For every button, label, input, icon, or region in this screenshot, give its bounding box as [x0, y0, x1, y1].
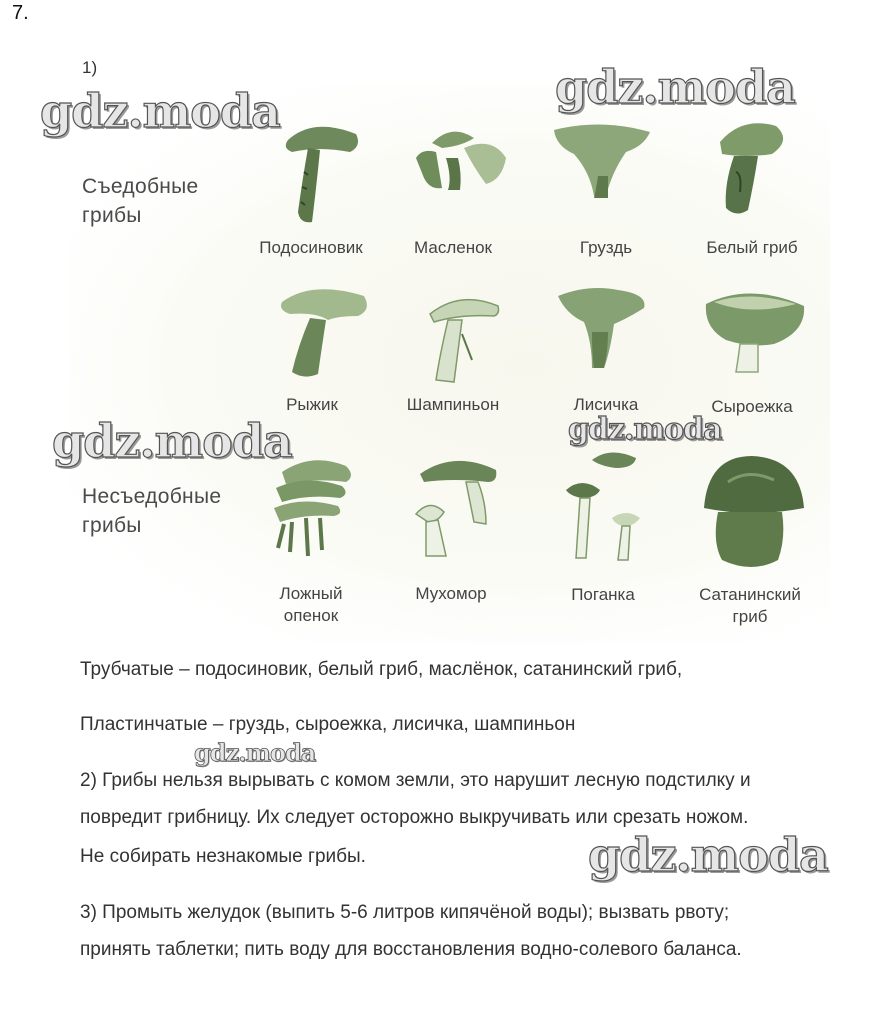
mushroom-label: Белый гриб: [706, 238, 798, 257]
maslenok-image: [402, 118, 512, 238]
podosinovik-image: [258, 112, 368, 232]
mushroom-label: Ложный опенок: [279, 584, 343, 625]
beliy-grib-image: [702, 112, 812, 232]
mushroom-label: Рыжик: [286, 395, 338, 414]
mushroom-label: Подосиновик: [259, 238, 363, 257]
mushroom-label: Мухомор: [415, 584, 487, 603]
mushroom-label: Шампиньон: [406, 395, 500, 414]
answer-part2-line1: 2) Грибы нельзя вырывать с комом земли, это нарушит лесную подстилку и: [80, 770, 751, 791]
mukhomor-image: [404, 452, 514, 572]
mushroom-label: Груздь: [579, 238, 633, 257]
mushroom-label: Масленок: [414, 238, 492, 257]
task-number: 7.: [12, 2, 29, 24]
poganka-image: [556, 446, 666, 566]
answer-part2-line2: повредит грибницу. Их следует осторожно выкручивать или срезать ножом.: [80, 807, 749, 828]
answer-part3-line2: принять таблетки; пить воду для восстановления водно-солевого баланса.: [80, 939, 742, 960]
mushroom-label: Лисичка: [573, 395, 639, 414]
answer-lamellar: Пластинчатые – груздь, сыроежка, лисичка, шампиньон: [80, 714, 576, 735]
watermark: gdz.moda: [40, 84, 280, 138]
answer-part2-line3: Не собирать незнакомые грибы.: [80, 846, 366, 867]
watermark: gdz.moda: [568, 412, 722, 447]
lisichka-image: [548, 282, 658, 402]
answer-tubular: Трубчатые – подосиновик, белый гриб, маслёнок, сатанинский гриб,: [80, 659, 683, 680]
inedible-group-label: Несъедобные грибы: [82, 485, 222, 537]
watermark: gdz.moda: [588, 828, 828, 882]
watermark: gdz.moda: [194, 738, 316, 767]
gruzd-image: [546, 116, 656, 236]
watermark: gdz.moda: [555, 60, 795, 114]
ryzhik-image: [268, 276, 378, 396]
answer-part3-line1: 3) Промыть желудок (выпить 5-6 литров кипячёной воды); вызвать рвоту;: [80, 902, 730, 923]
mushroom-label: Поганка: [571, 585, 635, 604]
mushroom-label: Сатанинский гриб: [699, 585, 801, 626]
shampinyon-image: [410, 284, 520, 404]
mushroom-label: Сыроежка: [711, 397, 793, 416]
edible-group-label: Съедобные грибы: [82, 175, 199, 227]
syroezhka-image: [700, 284, 810, 404]
satanisky-grib-image: [698, 452, 808, 572]
lozhniy-openok-image: [262, 452, 372, 572]
watermark: gdz.moda: [52, 414, 292, 468]
part-1-label: 1): [82, 58, 98, 77]
